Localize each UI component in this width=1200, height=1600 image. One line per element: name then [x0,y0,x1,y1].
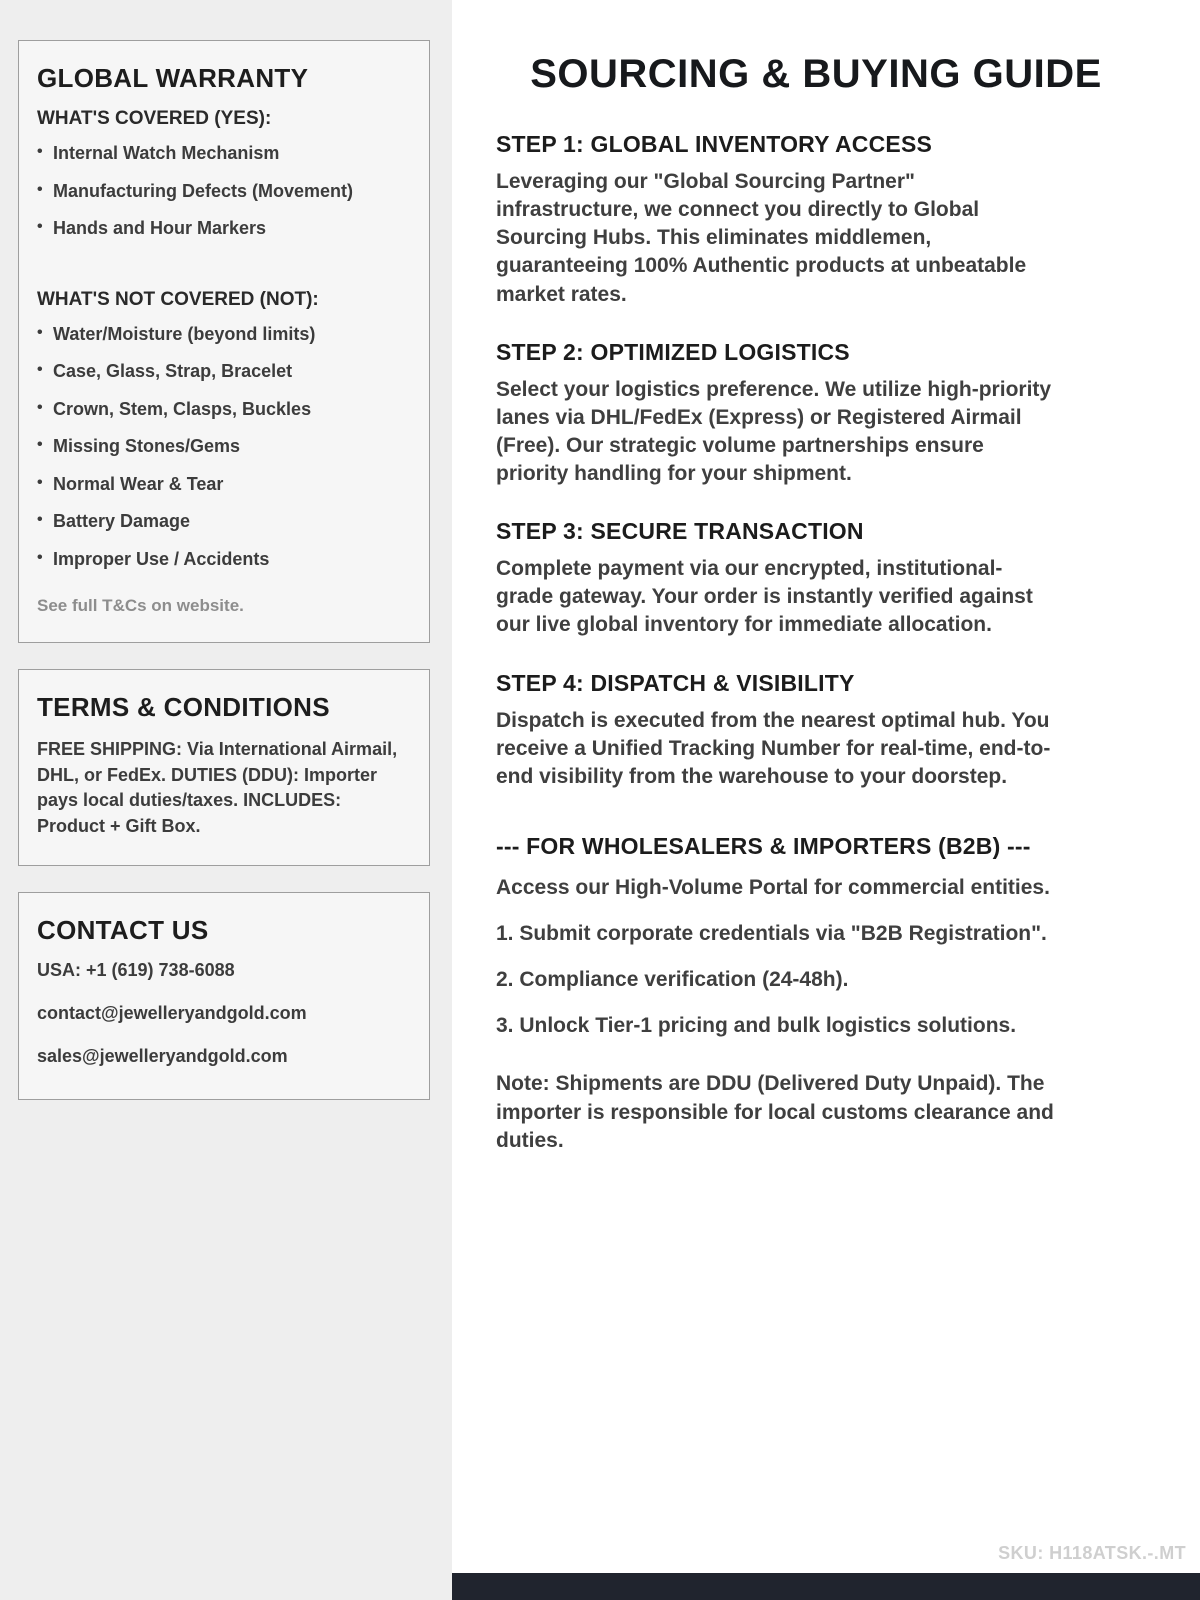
section-step-4 [496,670,1076,791]
warranty-box [18,40,430,643]
not-covered-heading: WHAT'S NOT COVERED (NOT): [37,288,319,310]
contact-title: CONTACT US [37,915,209,946]
page-title: SOURCING & BUYING GUIDE [530,52,1102,96]
terms-box [18,669,430,866]
warranty-footnote: See full T&Cs on website. [37,596,244,615]
list-item: • Normal Wear & Tear [37,473,409,496]
contact-box [18,892,430,1100]
list-item: • Improper Use / Accidents [37,548,409,571]
section-body: Dispatch is executed from the nearest optimal hub. You receive a Unified Tracking Number for real-time, end-to-end visibility from the warehouse to your doorstep. [496,708,1051,788]
b2b-step-3: 3. Unlock Tier-1 pricing and bulk logistics solutions. [496,1014,1017,1038]
spacer [37,255,409,281]
contact-email-sales: sales@jewelleryandgold.com [37,1046,288,1067]
section-body: Leveraging our "Global Sourcing Partner" infrastructure, we connect you directly to Global Sourcing Hubs. This eliminates middlemen, guaranteeing 100% Authentic products at unbeatable market rates. [496,170,1027,306]
sidebar [0,0,452,1600]
list-item: • Missing Stones/Gems [37,435,409,458]
terms-body: FREE SHIPPING: Via International Airmail, DHL, or FedEx. DUTIES (DDU): Importer pays local duties/taxes. INCLUDES: Product + Gift Box. [37,739,398,836]
list-item: • Crown, Stem, Clasps, Buckles [37,398,409,421]
b2b-intro: Access our High-Volume Portal for commercial entities. [496,875,1050,899]
section-step-1 [496,131,1076,309]
contact-email-primary: contact@jewelleryandgold.com [37,1003,307,1024]
sku-label: SKU: H118ATSK.-.MT [998,1543,1186,1563]
terms-title: TERMS & CONDITIONS [37,692,330,722]
list-item: • Case, Glass, Strap, Bracelet [37,360,409,383]
section-heading: STEP 3: SECURE TRANSACTION [496,518,864,545]
covered-heading: WHAT'S COVERED (YES): [37,108,272,129]
section-body: Complete payment via our encrypted, institutional-grade gateway. Your order is instantly verified against our live global inventory for immediate allocation. [496,557,1033,637]
list-item: • Battery Damage [37,510,409,533]
bottom-bar [452,1573,1200,1600]
section-body: Select your logistics preference. We utilize high-priority lanes via DHL/FedEx (Express) or Registered Airmail (Free). Our strategic volume partnerships ensure priority handling for your shipment. [496,377,1052,485]
section-step-3 [496,518,1076,639]
b2b-step-1: 1. Submit corporate credentials via "B2B Registration". [496,922,1047,945]
list-item: • Manufacturing Defects (Movement) [37,180,409,203]
list-item: • Internal Watch Mechanism [37,142,409,165]
list-item: • Water/Moisture (beyond limits) [37,323,409,346]
contact-phone: USA: +1 (619) 738-6088 [37,960,235,981]
section-step-2 [496,339,1076,489]
list-item: • Hands and Hour Markers [37,217,409,240]
b2b-heading: --- FOR WHOLESALERS & IMPORTERS (B2B) --- [496,832,1031,859]
section-heading: STEP 4: DISPATCH & VISIBILITY [496,669,855,696]
warranty-title: GLOBAL WARRANTY [37,63,309,93]
not-covered-list [37,323,409,571]
covered-list [37,142,409,240]
b2b-step-2: 2. Compliance verification (24-48h). [496,968,849,992]
main-content [452,0,1200,1600]
b2b-note: Note: Shipments are DDU (Delivered Duty Unpaid). The importer is responsible for local customs clearance and duties. [496,1072,1054,1152]
section-heading: STEP 1: GLOBAL INVENTORY ACCESS [496,131,933,157]
section-b2b [496,833,1136,1155]
section-heading: STEP 2: OPTIMIZED LOGISTICS [496,338,850,365]
